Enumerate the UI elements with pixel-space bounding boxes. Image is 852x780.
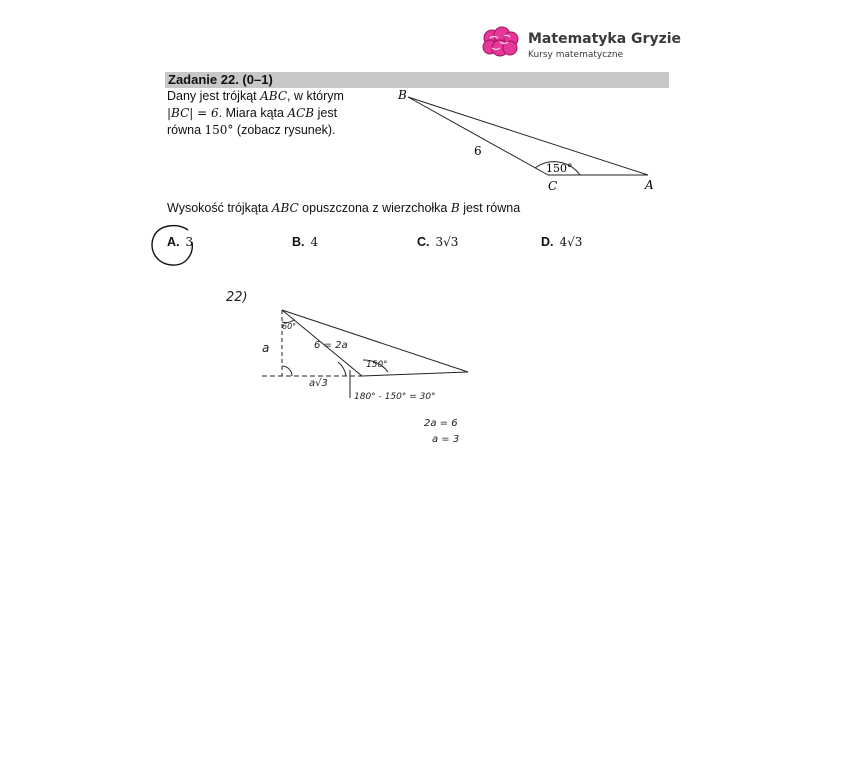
hand-side-ca (362, 372, 468, 376)
math-b: B (450, 201, 460, 215)
answer-value: 3√3 (435, 235, 459, 249)
brand-subtitle: Kursy matematyczne (528, 50, 624, 60)
question-text: jest równa (463, 201, 521, 215)
hand-angle-150: 150° (366, 360, 388, 370)
hand-number: 22) (226, 290, 248, 305)
hand-eq-1: 2a = 6 (424, 418, 458, 429)
answer-label: B. (292, 235, 305, 249)
answer-label: D. (541, 235, 554, 249)
hand-angle-30 (338, 362, 346, 376)
hand-eq-2: a = 3 (432, 434, 460, 445)
answer-c[interactable] (417, 235, 458, 249)
math-angle: 150° (204, 123, 234, 137)
task-title: Zadanie 22. (0–1) (168, 72, 273, 87)
statement-text: jest (317, 106, 338, 120)
answer-d[interactable] (541, 235, 582, 249)
statement-line-3 (167, 122, 336, 139)
triangle-figure (390, 85, 670, 195)
answer-value: 3 (185, 235, 194, 249)
question (167, 200, 520, 217)
answer-b[interactable] (292, 235, 318, 249)
answer-value: 4√3 (559, 235, 583, 249)
hand-right-angle (282, 366, 292, 376)
hand-height-label: a (262, 341, 270, 355)
angle-label: 150° (546, 162, 573, 175)
hand-base-label: a√3 (309, 378, 328, 389)
statement-text: Dany jest trójkąt (167, 89, 257, 103)
vertex-b: B (398, 88, 407, 102)
question-text: opuszczona z wierzchołka (302, 201, 448, 215)
statement-text: (zobacz rysunek). (236, 123, 336, 137)
hand-supplement: 180° - 150° = 30° (354, 392, 436, 402)
statement-text: równa (167, 123, 202, 137)
brand-name: Matematyka Gryzie (528, 31, 682, 47)
answer-circle-mark (148, 222, 198, 270)
answer-label: A. (167, 235, 180, 249)
statement-text: . Miara kąta (218, 106, 284, 120)
hand-angle-top: 60° (282, 322, 297, 331)
brand-logo (480, 26, 680, 62)
math-abc: ABC (271, 201, 299, 215)
vertex-c: C (548, 179, 558, 193)
brain-icon (480, 26, 522, 62)
vertex-a: A (645, 178, 654, 192)
statement-line-2 (167, 105, 337, 122)
side-label: 6 (474, 144, 482, 158)
math-abc: ABC (260, 89, 287, 103)
statement-line-1 (167, 88, 344, 105)
math-acb: ACB (287, 106, 315, 120)
answer-label: C. (417, 235, 430, 249)
hand-hyp-label: 6 = 2a (314, 340, 348, 351)
answer-value: 4 (310, 235, 319, 249)
statement-text: , w którym (287, 89, 344, 103)
question-text: Wysokość trójkąta (167, 201, 269, 215)
math-bc: |BC| = 6 (167, 106, 219, 120)
